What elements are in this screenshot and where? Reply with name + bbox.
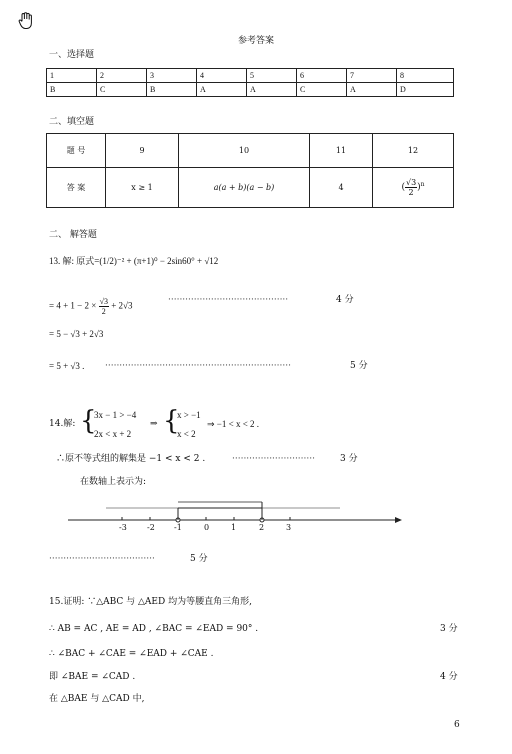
q14-result: ⇒ −1 < x < 2 . — [207, 419, 260, 429]
dot-leader: ····························· — [232, 454, 315, 464]
brace: { — [163, 406, 180, 436]
q13-line4: = 5 + √3 . — [49, 361, 85, 371]
table-cell: a(a + b)(a − b) — [179, 168, 310, 208]
table-cell: 11 — [310, 134, 373, 168]
table-cell: ( $\frac{√3}{2}$ )$^n$ — [373, 168, 454, 208]
table-cell: 1 — [47, 69, 97, 83]
table-cell: x ≥ 1 — [106, 168, 179, 208]
q14-system-line: x < 2 — [177, 429, 196, 439]
table-row — [47, 168, 454, 208]
dot-leader: ····································· — [49, 554, 155, 564]
brace: { — [80, 406, 97, 436]
score: 5 分 — [190, 554, 208, 564]
q15-line4: 即 ∠BAE = ∠CAD . — [49, 672, 136, 682]
table-cell: 10 — [179, 134, 310, 168]
tick-label: 3 — [286, 523, 292, 532]
score: 3 分 — [340, 454, 358, 464]
table-cell: B — [47, 83, 97, 97]
tick-label: -2 — [147, 523, 155, 532]
implies-arrow: ⇒ — [150, 419, 158, 429]
score: 3 分 — [440, 624, 458, 634]
q14-system-line: 3x − 1 > −4 — [94, 410, 137, 420]
dot-leader: ································································· — [105, 361, 291, 371]
choice-answer-table — [46, 68, 454, 97]
table-cell: 6 — [297, 69, 347, 83]
q14-system-line: x > −1 — [177, 410, 201, 420]
section1-heading: 一、选择题 — [49, 50, 95, 60]
q13-line1: 13. 解: 原式=(1/2)⁻² + (π+1)⁰ − 2sin60° + √12 — [49, 256, 219, 266]
table-cell: 12 — [373, 134, 454, 168]
table-cell: D — [397, 83, 454, 97]
hand-pointer-icon — [18, 12, 34, 30]
q15-line5: 在 △BAE 与 △CAD 中, — [49, 694, 145, 704]
fill-answer-table — [46, 133, 454, 208]
table-row — [47, 69, 454, 83]
q15-line3: ∴ ∠BAC + ∠CAE = ∠EAD + ∠CAE . — [49, 649, 214, 659]
table-cell: 9 — [106, 134, 179, 168]
score: 4 分 — [440, 672, 458, 682]
q13-line2: = 4 + 1 − 2 × $\frac{√3}{2}$ + 2√3 — [49, 297, 133, 316]
tick-label: 0 — [204, 523, 210, 532]
table-cell: A — [197, 83, 247, 97]
section3-heading: 二、 解答题 — [49, 230, 97, 240]
row-label: 题 号 — [47, 134, 106, 168]
fraction: $\frac{√3}{2}$ — [405, 178, 417, 197]
table-cell: C — [297, 83, 347, 97]
table-cell: A — [347, 83, 397, 97]
table-cell: 7 — [347, 69, 397, 83]
table-row — [47, 134, 454, 168]
table-cell: B — [147, 83, 197, 97]
fraction: $\frac{√3}{2}$ — [99, 297, 108, 316]
q14-solution: ∴原不等式组的解集是 −1 < x < 2 . — [56, 454, 206, 464]
q15-line2: ∴ AB = AC , AE = AD , ∠BAC = ∠EAD = 90° . — [49, 624, 259, 634]
table-cell: 4 — [197, 69, 247, 83]
page-number: 6 — [454, 720, 460, 730]
section2-heading: 二、填空题 — [49, 117, 95, 127]
q13-line3: = 5 − √3 + 2√3 — [49, 329, 104, 339]
table-cell: 2 — [97, 69, 147, 83]
tick-label: -1 — [174, 523, 182, 532]
table-cell: 3 — [147, 69, 197, 83]
q14-label: 14.解: — [49, 419, 76, 429]
table-cell: C — [97, 83, 147, 97]
page-title: 参考答案 — [238, 36, 275, 46]
table-cell: 5 — [247, 69, 297, 83]
tick-label: 2 — [259, 523, 265, 532]
table-cell: 4 — [310, 168, 373, 208]
score: 5 分 — [350, 361, 368, 371]
q14-system-line: 2x < x + 2 — [94, 429, 132, 439]
tick-label: -3 — [119, 523, 127, 532]
table-row — [47, 83, 454, 97]
numberline-tick-labels — [60, 522, 405, 534]
q15-line1: 15.证明: ∵△ABC 与 △AED 均为等腰直角三角形, — [49, 597, 252, 607]
numberline-caption: 在数轴上表示为: — [80, 477, 147, 487]
row-label: 答 案 — [47, 168, 106, 208]
table-cell: A — [247, 83, 297, 97]
dot-leader: ·········································· — [168, 295, 289, 305]
score: 4 分 — [336, 295, 354, 305]
table-cell: 8 — [397, 69, 454, 83]
tick-label: 1 — [231, 523, 237, 532]
